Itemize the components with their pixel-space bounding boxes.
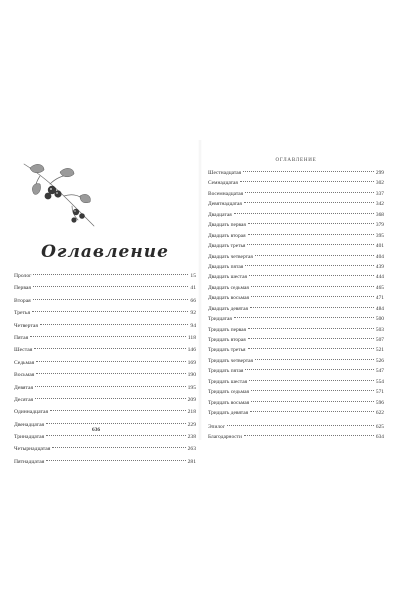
toc-entry-label: Шестнадцатая bbox=[208, 170, 242, 176]
toc-entry-label: Тридцать четвертая bbox=[208, 357, 253, 364]
dot-leader bbox=[234, 317, 374, 318]
toc-entry-label: Двадцать первая bbox=[208, 222, 246, 229]
toc-entry bbox=[208, 210, 384, 220]
toc-entry-page: 263 bbox=[187, 446, 196, 453]
toc-entry-label: Семнадцатая bbox=[208, 180, 238, 187]
toc-entry-label: Тридцатая bbox=[208, 316, 232, 323]
toc-entry bbox=[208, 199, 384, 209]
toc-entry bbox=[14, 431, 196, 443]
dot-leader bbox=[255, 359, 374, 360]
toc-entry bbox=[208, 252, 384, 262]
dot-leader bbox=[35, 386, 186, 387]
toc-entry-page: 281 bbox=[187, 458, 196, 465]
toc-entry-label: Пролог bbox=[14, 273, 32, 279]
dot-leader bbox=[46, 423, 185, 424]
dot-leader bbox=[34, 348, 185, 349]
toc-entry-page: 471 bbox=[375, 295, 384, 302]
toc-entry-label: Тридцать шестая bbox=[208, 378, 248, 385]
toc-entry-label: Благодарности bbox=[208, 433, 242, 440]
toc-entry-page: 503 bbox=[375, 326, 384, 333]
toc-entry-label: Двадцать вторая bbox=[208, 232, 246, 239]
toc-entry-label: Пятая bbox=[14, 334, 29, 341]
toc-entry-label: Двадцать седьмая bbox=[208, 284, 249, 291]
toc-entry bbox=[208, 422, 384, 432]
toc-entry-page: 229 bbox=[187, 421, 196, 428]
dot-leader bbox=[30, 336, 186, 337]
toc-entry-page: 521 bbox=[375, 347, 384, 354]
toc-entry bbox=[208, 377, 384, 387]
toc-entry-page: 484 bbox=[375, 305, 384, 312]
botanical-sprig-icon bbox=[20, 154, 98, 230]
book-gutter bbox=[198, 140, 202, 440]
toc-entry-page: 444 bbox=[375, 274, 384, 281]
toc-entry bbox=[14, 369, 196, 381]
toc-entry-page: 625 bbox=[375, 423, 384, 430]
dot-leader bbox=[36, 361, 185, 362]
dot-leader bbox=[244, 435, 374, 436]
dot-leader bbox=[227, 425, 374, 426]
toc-entry-label: Тридцать девятая bbox=[208, 410, 249, 417]
toc-entry-page: 299 bbox=[375, 170, 384, 176]
toc-entry-label: Эпилог bbox=[208, 423, 225, 430]
toc-entry bbox=[14, 344, 196, 356]
toc-entry-label: Тридцать третья bbox=[208, 347, 246, 354]
toc-entry-label: Девятнадцатая bbox=[208, 201, 242, 208]
toc-entry-page: 395 bbox=[375, 232, 384, 239]
dot-leader bbox=[250, 411, 374, 412]
toc-entry-label: Пятнадцатая bbox=[14, 458, 45, 465]
toc-entry bbox=[208, 293, 384, 303]
toc-entry-page: 401 bbox=[375, 243, 384, 250]
toc-entry-page: 439 bbox=[375, 263, 384, 270]
toc-entry-page: 368 bbox=[375, 211, 384, 218]
toc-entry bbox=[14, 307, 196, 319]
toc-entry bbox=[14, 320, 196, 332]
dot-leader bbox=[250, 307, 374, 308]
left-page bbox=[14, 140, 196, 465]
toc-entry bbox=[14, 419, 196, 431]
toc-entry-page: 94 bbox=[190, 322, 196, 329]
toc-entry-label: Тридцать восьмая bbox=[208, 399, 250, 406]
dot-leader bbox=[251, 296, 374, 297]
toc-entry-page: 337 bbox=[375, 190, 384, 197]
dot-leader bbox=[35, 398, 185, 399]
toc-entry-label: Двадцать четвертая bbox=[208, 253, 253, 260]
dot-leader bbox=[255, 255, 374, 256]
dot-leader bbox=[240, 181, 374, 182]
dot-leader bbox=[248, 348, 374, 349]
toc-entry bbox=[208, 241, 384, 251]
right-page bbox=[208, 140, 384, 440]
toc-entry bbox=[208, 356, 384, 366]
toc-entry-page: 169 bbox=[187, 359, 196, 366]
dot-leader bbox=[251, 401, 374, 402]
toc-entry bbox=[208, 168, 384, 178]
toc-entry bbox=[14, 456, 196, 468]
toc-entry-page: 342 bbox=[375, 201, 384, 208]
toc-entry-page: 302 bbox=[375, 180, 384, 187]
toc-entry-page: 634 bbox=[375, 433, 384, 440]
dot-leader bbox=[249, 275, 374, 276]
toc-entry-page: 507 bbox=[375, 337, 384, 343]
toc-entry-label: Тридцать пятая bbox=[208, 368, 244, 375]
toc-entry bbox=[208, 262, 384, 272]
toc-entry bbox=[14, 295, 196, 307]
toc-entry bbox=[14, 382, 196, 394]
toc-entry-page: 596 bbox=[375, 399, 384, 406]
dot-leader bbox=[33, 274, 188, 275]
toc-entry bbox=[208, 272, 384, 282]
dot-leader bbox=[248, 338, 374, 339]
toc-entry bbox=[14, 282, 196, 294]
toc-entry bbox=[208, 387, 384, 397]
dot-leader bbox=[247, 244, 374, 245]
toc-entry-page: 622 bbox=[375, 410, 384, 417]
dot-leader bbox=[248, 328, 374, 329]
dot-leader bbox=[248, 223, 374, 224]
toc-entry-label: Двенадцатая bbox=[14, 421, 45, 428]
toc-entry-page: 92 bbox=[190, 310, 196, 317]
toc-entry bbox=[208, 178, 384, 188]
dot-leader bbox=[251, 286, 374, 287]
toc-entry-label: Четырнадцатая bbox=[14, 446, 51, 453]
toc-entry-page: 526 bbox=[375, 357, 384, 364]
toc-entry-label: Вторая bbox=[14, 297, 31, 304]
toc-entry-page: 195 bbox=[187, 384, 196, 391]
toc-entry-page: 15 bbox=[190, 273, 196, 279]
toc-entry-page: 465 bbox=[375, 284, 384, 291]
toc-entry bbox=[14, 270, 196, 282]
toc-entry-label: Четвертая bbox=[14, 322, 38, 329]
right-toc-list bbox=[208, 168, 384, 442]
dot-leader bbox=[46, 460, 185, 461]
toc-entry bbox=[208, 189, 384, 199]
toc-entry-label: Тринадцатая bbox=[14, 434, 45, 441]
dot-leader bbox=[245, 265, 374, 266]
toc-entry bbox=[14, 394, 196, 406]
toc-entry-page: 379 bbox=[375, 222, 384, 229]
dot-leader bbox=[36, 373, 185, 374]
toc-entry bbox=[208, 366, 384, 376]
toc-entry-page: 190 bbox=[187, 372, 196, 379]
toc-entry-page: 118 bbox=[187, 334, 196, 341]
dot-leader bbox=[245, 192, 374, 193]
toc-entry-page: 41 bbox=[190, 285, 196, 292]
toc-entry bbox=[208, 408, 384, 418]
toc-entry-page: 571 bbox=[375, 389, 384, 396]
dot-leader bbox=[249, 380, 374, 381]
toc-entry bbox=[14, 406, 196, 418]
toc-entry-label: Двадцать пятая bbox=[208, 263, 244, 270]
dot-leader bbox=[244, 202, 374, 203]
dot-leader bbox=[251, 390, 374, 391]
dot-leader bbox=[50, 410, 186, 411]
toc-entry-label: Девятая bbox=[14, 384, 34, 391]
toc-entry-label: Двадцать третья bbox=[208, 243, 246, 250]
toc-entry-label: Тридцать первая bbox=[208, 326, 247, 333]
toc-entry-label: Двадцать девятая bbox=[208, 305, 248, 312]
toc-entry-page: 146 bbox=[187, 347, 196, 354]
toc-entry bbox=[208, 220, 384, 230]
toc-entry-label: Двадцатая bbox=[208, 211, 232, 218]
toc-entry bbox=[208, 398, 384, 408]
dot-leader bbox=[40, 324, 188, 325]
dot-leader bbox=[33, 299, 189, 300]
toc-entry-label: Третья bbox=[14, 310, 31, 317]
toc-entry bbox=[14, 443, 196, 455]
running-head: ОГЛАВЛЕНИЕ bbox=[275, 158, 317, 163]
toc-entry-page: 404 bbox=[375, 253, 384, 260]
toc-entry-label: Седьмая bbox=[14, 359, 35, 366]
toc-entry bbox=[208, 304, 384, 314]
toc-entry-label: Тридцать вторая bbox=[208, 337, 246, 343]
toc-entry-page: 500 bbox=[375, 316, 384, 323]
toc-entry bbox=[208, 432, 384, 442]
toc-entry bbox=[208, 325, 384, 335]
toc-entry-label: Десятая bbox=[14, 396, 34, 403]
page-number: 636 bbox=[92, 427, 101, 433]
dot-leader bbox=[245, 369, 374, 370]
toc-entry-label: Восемнадцатая bbox=[208, 190, 244, 197]
toc-entry bbox=[208, 335, 384, 345]
toc-entry-label: Двадцать шестая bbox=[208, 274, 247, 281]
dot-leader bbox=[234, 213, 374, 214]
toc-entry bbox=[208, 345, 384, 355]
toc-entry-page: 66 bbox=[190, 297, 196, 304]
toc-entry-page: 209 bbox=[187, 396, 196, 403]
toc-entry-page: 554 bbox=[375, 378, 384, 385]
toc-entry-page: 238 bbox=[187, 434, 196, 441]
toc-entry bbox=[14, 332, 196, 344]
toc-entry-label: Двадцать восьмая bbox=[208, 295, 250, 302]
toc-entry bbox=[208, 314, 384, 324]
toc-entry bbox=[208, 283, 384, 293]
toc-entry-label: Тридцать седьмая bbox=[208, 389, 249, 396]
toc-heading: Оглавление bbox=[41, 242, 169, 262]
toc-entry-label: Одиннадцатая bbox=[14, 409, 49, 416]
toc-entry bbox=[14, 357, 196, 369]
toc-entry-page: 218 bbox=[187, 409, 196, 416]
left-toc-list bbox=[14, 270, 196, 468]
dot-leader bbox=[52, 447, 185, 448]
toc-entry bbox=[208, 231, 384, 241]
dot-leader bbox=[32, 311, 188, 312]
toc-entry-label: Первая bbox=[14, 285, 31, 292]
dot-leader bbox=[243, 171, 374, 172]
toc-entry-page: 547 bbox=[375, 368, 384, 375]
dot-leader bbox=[46, 435, 185, 436]
dot-leader bbox=[33, 286, 188, 287]
toc-entry-label: Восьмая bbox=[14, 372, 35, 379]
dot-leader bbox=[248, 234, 374, 235]
toc-entry-label: Шестая bbox=[14, 347, 33, 354]
